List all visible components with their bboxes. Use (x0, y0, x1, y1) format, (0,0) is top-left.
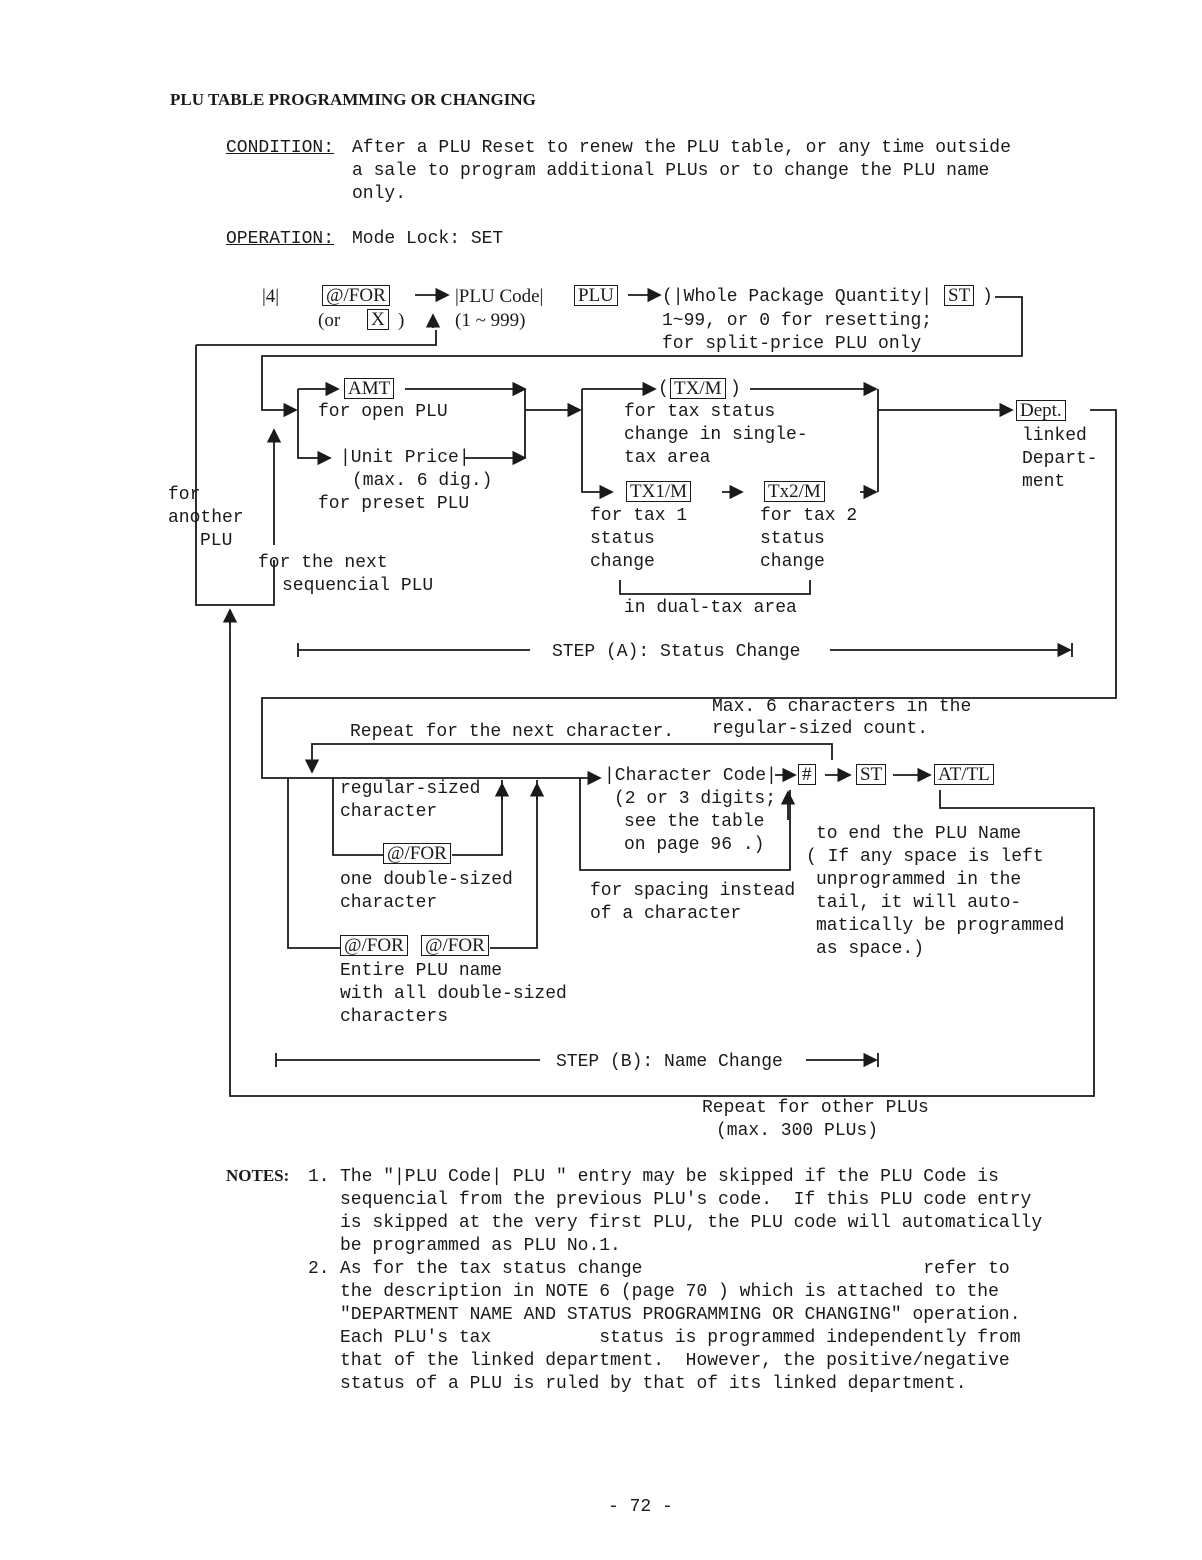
key-plu: PLU (574, 285, 618, 306)
for-tax2-line-2: status (760, 529, 825, 549)
whole-package-note-2: for split-price PLU only (662, 334, 922, 354)
entire-plu-line-2: with all double-sized (340, 984, 567, 1004)
condition-line-1: After a PLU Reset to renew the PLU table, or any time outside (352, 138, 1011, 158)
step-a-label: STEP (A): Status Change (552, 642, 801, 662)
note-1-line-4: be programmed as PLU No.1. (340, 1236, 621, 1256)
note-2-line-1: As for the tax status change refer to (340, 1259, 1010, 1279)
for-tax1-line-1: for tax 1 (590, 506, 688, 526)
dept-line-3: ment (1022, 472, 1066, 492)
note-2-num: 2. (308, 1259, 330, 1279)
regular-sized-line-1: regular-sized (340, 779, 481, 799)
note-2-line-5: that of the linked department. However, the positive/negative (340, 1351, 1010, 1371)
for-tax1-line-3: change (590, 552, 655, 572)
for-tax2-line-3: change (760, 552, 825, 572)
key-st: ST (944, 285, 974, 306)
max-chars-line-1: Max. 6 characters in the (712, 697, 972, 717)
double-sized-line-1: one double-sized (340, 870, 513, 890)
dept-line-1: linked (1022, 426, 1087, 446)
or-x-suffix: ) (398, 310, 405, 331)
for-tax2-line-1: for tax 2 (760, 506, 858, 526)
key-at-for-entire-2: @/FOR (421, 935, 489, 956)
for-open-plu: for open PLU (318, 402, 448, 422)
repeat-other-line-1: Repeat for other PLUs (702, 1098, 929, 1118)
condition-line-3: only. (352, 184, 407, 204)
max-chars-line-2: regular-sized count. (712, 719, 929, 739)
tax-status-line-2: change in single- (624, 425, 808, 445)
page-number: - 72 - (608, 1497, 673, 1517)
whole-package-entry: (|Whole Package Quantity| (662, 287, 933, 307)
key-hash: # (798, 764, 816, 785)
note-2-line-2: the description in NOTE 6 (page 70 ) which is attached to the (340, 1282, 999, 1302)
key-x: X (367, 309, 389, 330)
start-key-4: |4| (262, 286, 280, 307)
unit-price-entry: |Unit Price| (340, 448, 470, 468)
key-at-tl: AT/TL (934, 764, 994, 785)
tax-status-line-1: for tax status (624, 402, 776, 422)
txm-open: ( (658, 379, 669, 399)
repeat-next-char: Repeat for the next character. (350, 722, 675, 742)
operation-text: Mode Lock: SET (352, 229, 504, 249)
char-code-note-3: on page 96 .) (624, 835, 765, 855)
key-dept: Dept. (1016, 400, 1066, 421)
end-plu-line-5: matically be programmed (816, 916, 1065, 936)
for-another-line-1: for (168, 485, 201, 505)
key-at-for-double: @/FOR (383, 843, 451, 864)
key-tx1-m: TX1/M (626, 481, 691, 502)
for-spacing-line-1: for spacing instead (590, 881, 796, 901)
note-1-line-3: is skipped at the very first PLU, the PLU code will automatically (340, 1213, 1043, 1233)
note-2-line-6: status of a PLU is ruled by that of its linked department. (340, 1374, 967, 1394)
whole-package-close: ) (982, 287, 993, 307)
char-code-note-2: see the table (624, 812, 765, 832)
for-tax1-line-2: status (590, 529, 655, 549)
regular-sized-line-2: character (340, 802, 438, 822)
key-at-for-entire-1: @/FOR (340, 935, 408, 956)
notes-label: NOTES: (226, 1166, 290, 1185)
key-st-end: ST (856, 764, 886, 785)
end-plu-line-4: tail, it will auto- (816, 893, 1022, 913)
unit-price-max: (max. 6 dig.) (352, 471, 493, 491)
condition-label: CONDITION: (226, 138, 335, 158)
for-preset-plu: for preset PLU (318, 494, 470, 514)
key-tx-m: TX/M (670, 378, 726, 399)
note-1-num: 1. (308, 1167, 330, 1187)
operation-label: OPERATION: (226, 229, 335, 249)
end-plu-line-1: to end the PLU Name (816, 824, 1022, 844)
char-code-note-1: (2 or 3 digits; (614, 789, 777, 809)
txm-close: ) (730, 379, 741, 399)
dual-tax-area: in dual-tax area (624, 598, 797, 618)
entire-plu-line-3: characters (340, 1007, 449, 1027)
plu-code-range: (1 ~ 999) (455, 310, 526, 331)
sequential-plu-line: sequencial PLU (282, 576, 434, 596)
condition-line-2: a sale to program additional PLUs or to change the PLU name (352, 161, 990, 181)
end-plu-line-6: as space.) (816, 939, 925, 959)
or-x-prefix: (or (318, 310, 341, 331)
note-1-line-2: sequencial from the previous PLU's code. If this PLU code entry (340, 1190, 1032, 1210)
repeat-other-line-2: (max. 300 PLUs) (716, 1121, 879, 1141)
for-spacing-line-2: of a character (590, 904, 742, 924)
for-another-line-3: PLU (200, 531, 233, 551)
note-2-line-4: Each PLU's tax status is programmed independently from (340, 1328, 1021, 1348)
key-at-for: @/FOR (322, 285, 390, 306)
for-next-line: for the next (258, 553, 388, 573)
key-tx2-m: Tx2/M (764, 481, 825, 502)
for-another-line-2: another (168, 508, 244, 528)
end-plu-line-2: ( If any space is left (806, 847, 1044, 867)
end-plu-line-3: unprogrammed in the (816, 870, 1022, 890)
dept-line-2: Depart- (1022, 449, 1098, 469)
tax-status-line-3: tax area (624, 448, 711, 468)
key-amt: AMT (344, 378, 394, 399)
note-2-line-3: "DEPARTMENT NAME AND STATUS PROGRAMMING OR CHANGING" operation. (340, 1305, 1021, 1325)
plu-code-entry: |PLU Code| (455, 286, 544, 307)
step-b-label: STEP (B): Name Change (556, 1052, 783, 1072)
double-sized-line-2: character (340, 893, 438, 913)
character-code-entry: |Character Code| (604, 766, 777, 786)
page-title: PLU TABLE PROGRAMMING OR CHANGING (170, 90, 536, 109)
entire-plu-line-1: Entire PLU name (340, 961, 503, 981)
whole-package-note-1: 1~99, or 0 for resetting; (662, 311, 933, 331)
note-1-line-1: The "|PLU Code| PLU " entry may be skipped if the PLU Code is (340, 1167, 999, 1187)
